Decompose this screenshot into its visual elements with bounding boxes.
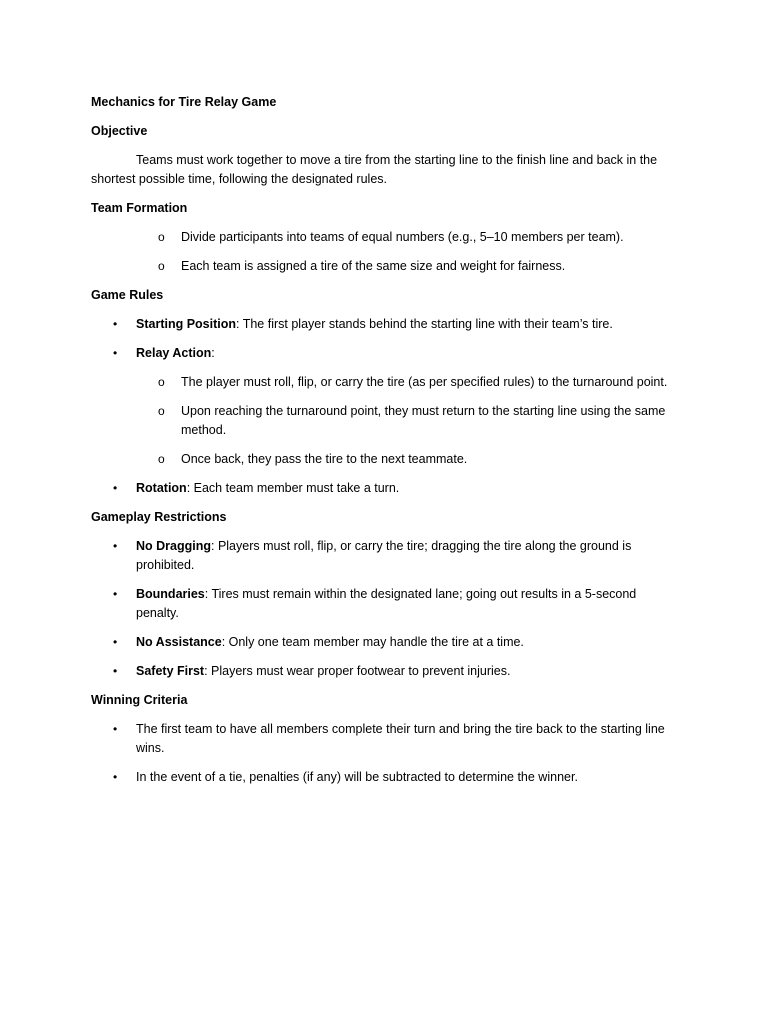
gameplay-restrictions-list	[91, 537, 681, 681]
list-item	[91, 633, 681, 652]
circle-bullet-icon: o	[158, 452, 165, 466]
circle-bullet-icon: o	[158, 404, 165, 418]
restriction-text: : Players must wear proper footwear to prevent injuries.	[204, 664, 511, 678]
restriction-label: No Dragging	[136, 539, 211, 553]
objective-text: Teams must work together to move a tire from the starting line to the finish line and back in the shortest possible time, following the designated rules.	[91, 153, 658, 186]
restriction-text: : Only one team member may handle the tire at a time.	[221, 635, 524, 649]
list-item	[91, 479, 681, 498]
circle-bullet-icon: o	[158, 230, 165, 244]
bullet-icon: •	[113, 587, 118, 601]
rule-label: Relay Action	[136, 346, 212, 360]
bullet-icon: •	[113, 481, 118, 495]
circle-bullet-icon: o	[158, 259, 165, 273]
restriction-label: Safety First	[136, 664, 205, 678]
list-item	[91, 585, 681, 623]
list-item	[91, 257, 681, 276]
relay-action-sublist	[136, 373, 681, 469]
bullet-icon: •	[113, 635, 118, 649]
list-item	[91, 768, 681, 787]
list-item	[91, 228, 681, 247]
bullet-icon: •	[113, 770, 118, 784]
game-rules-heading: Game Rules	[91, 288, 164, 302]
bullet-icon: •	[113, 539, 118, 553]
rule-text: : The first player stands behind the starting line with their team’s tire.	[236, 317, 613, 331]
rule-label: Rotation	[136, 481, 187, 495]
restriction-label: No Assistance	[136, 635, 222, 649]
list-item-text: The first team to have all members complete their turn and bring the tire back to the starting line wins.	[136, 722, 665, 755]
list-item	[91, 662, 681, 681]
list-item	[136, 450, 681, 469]
list-item-text: Upon reaching the turnaround point, they must return to the starting line using the same method.	[181, 404, 666, 437]
list-item	[91, 537, 681, 575]
list-item-text: Once back, they pass the tire to the next teammate.	[181, 452, 468, 466]
bullet-icon: •	[113, 664, 118, 678]
list-item	[91, 344, 681, 469]
document-page	[91, 93, 681, 797]
list-item-text: Each team is assigned a tire of the same size and weight for fairness.	[181, 259, 566, 273]
list-item-text: In the event of a tie, penalties (if any) will be subtracted to determine the winner.	[136, 770, 578, 784]
rule-label: Starting Position	[136, 317, 236, 331]
winning-criteria-list	[91, 720, 681, 787]
list-item	[91, 720, 681, 758]
bullet-icon: •	[113, 722, 118, 736]
rule-text: : Each team member must take a turn.	[186, 481, 400, 495]
restriction-text: : Tires must remain within the designated lane; going out results in a 5-second penalty.	[136, 587, 637, 620]
winning-criteria-heading: Winning Criteria	[91, 693, 188, 707]
objective-heading: Objective	[91, 124, 148, 138]
list-item-text: Divide participants into teams of equal numbers (e.g., 5–10 members per team).	[181, 230, 624, 244]
list-item	[136, 373, 681, 392]
team-formation-list	[91, 228, 681, 276]
restriction-label: Boundaries	[136, 587, 205, 601]
team-formation-heading: Team Formation	[91, 201, 188, 215]
list-item	[136, 402, 681, 440]
bullet-icon: •	[113, 346, 118, 360]
document-title: Mechanics for Tire Relay Game	[91, 95, 277, 109]
game-rules-list	[91, 315, 681, 498]
list-item	[91, 315, 681, 334]
gameplay-restrictions-heading: Gameplay Restrictions	[91, 510, 227, 524]
bullet-icon: •	[113, 317, 118, 331]
circle-bullet-icon: o	[158, 375, 165, 389]
list-item-text: The player must roll, flip, or carry the tire (as per specified rules) to the turnaround point.	[181, 375, 668, 389]
restriction-text: : Players must roll, flip, or carry the tire; dragging the tire along the ground is prohibited.	[136, 539, 632, 572]
rule-text: :	[211, 346, 215, 360]
